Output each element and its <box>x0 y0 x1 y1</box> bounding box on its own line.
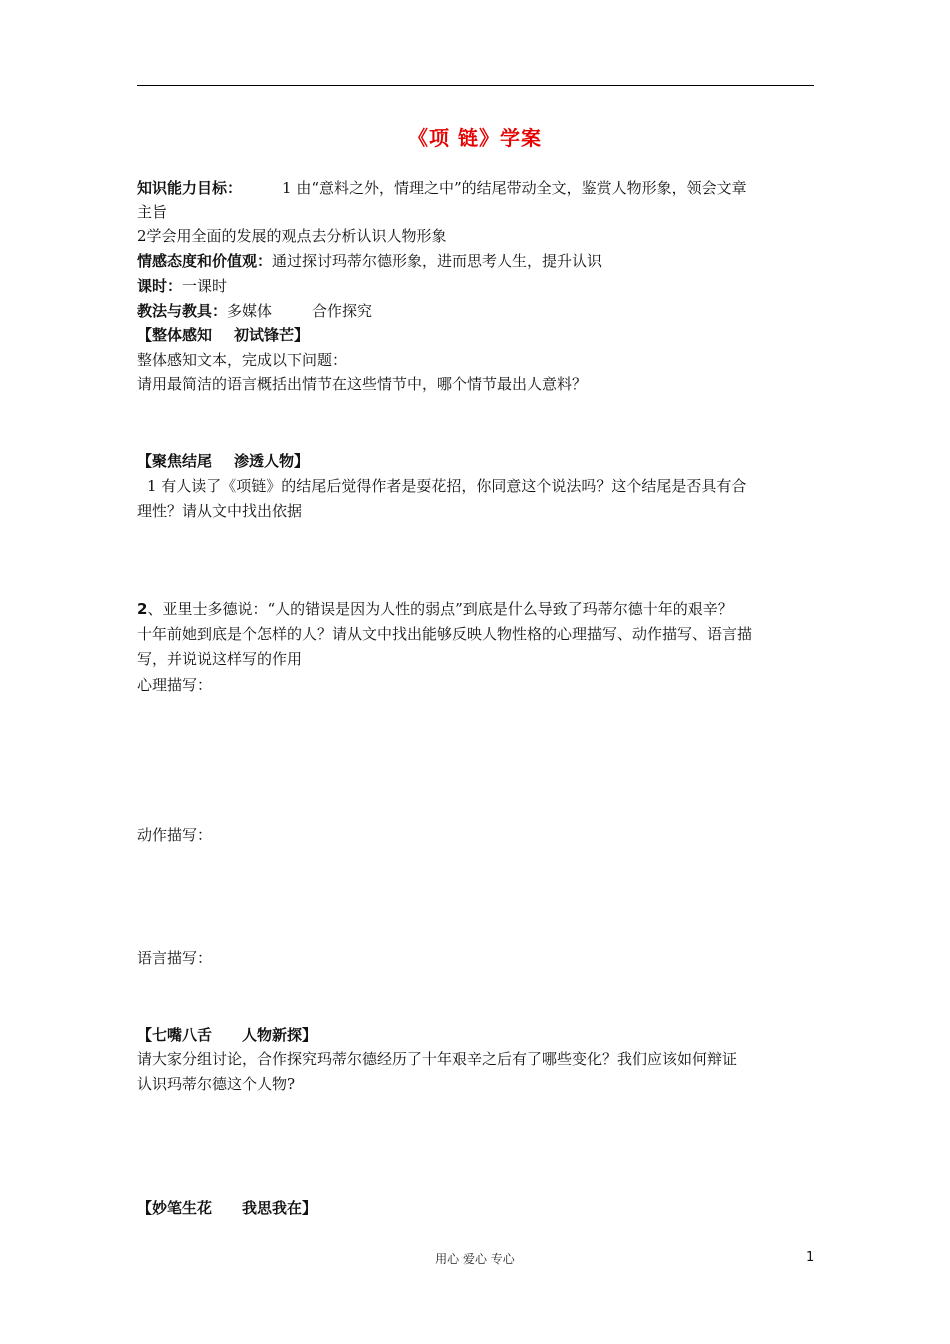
period-label: 课时： <box>137 277 183 295</box>
ending-question-2-line-2: 十年前她到底是个怎样的人？请从文中找出能够反映人物性格的心理描写、动作描写、语言描 <box>137 625 753 643</box>
ending-question-2-line-3: 写，并说说这样写的作用 <box>137 650 303 668</box>
section-heading-discussion <box>137 1023 817 1047</box>
ending-question-2-line-1 <box>137 597 817 621</box>
section-heading-ending-b: 渗透人物】 <box>234 452 310 470</box>
goals-item-2: 2学会用全面的发展的观点去分析认识人物形象 <box>137 227 447 245</box>
values-label: 情感态度和价值观： <box>137 252 273 270</box>
section-heading-ending <box>137 449 817 473</box>
section-heading-writing <box>137 1196 817 1220</box>
section-heading-discussion-a: 【七嘴八舌 <box>137 1026 213 1044</box>
section-heading-writing-a: 【妙笔生花 <box>137 1199 213 1217</box>
page-number: 1 <box>806 1250 815 1265</box>
ending-question-2-text: 、亚里士多德说：“人的错误是因为人性的弱点”到底是什么导致了玛蒂尔德十年的艰辛？ <box>147 600 733 618</box>
period-text: 一课时 <box>182 277 228 295</box>
goals-item-1-cont: 主旨 <box>137 203 168 221</box>
method-text-2: 合作探究 <box>312 302 373 320</box>
section-heading-writing-b: 我思我在】 <box>242 1199 318 1217</box>
method-line <box>137 299 817 323</box>
overview-line-2: 请用最简洁的语言概括出情节在这些情节中，哪个情节最出人意料？ <box>137 375 588 393</box>
period-line <box>137 274 817 298</box>
section-heading-overview <box>137 323 817 347</box>
section-heading-discussion-b: 人物新探】 <box>242 1026 318 1044</box>
footer-motto: 用心 爱心 专心 <box>435 1252 515 1266</box>
section-heading-overview-a: 【整体感知 <box>137 326 213 344</box>
discussion-line-2: 认识玛蒂尔德这个人物? <box>137 1075 296 1093</box>
speech-description-label: 语言描写： <box>137 949 213 967</box>
section-heading-ending-a: 【聚焦结尾 <box>137 452 213 470</box>
section-heading-overview-b: 初试锋芒】 <box>234 326 310 344</box>
goals-line <box>137 176 817 200</box>
ending-question-1-line-1: 1 有人读了《项链》的结尾后觉得作者是耍花招，你同意这个说法吗？这个结尾是否具有合 <box>147 477 747 495</box>
action-description-label: 动作描写： <box>137 826 213 844</box>
page-title: 《项 链》学案 <box>408 126 542 150</box>
values-line <box>137 249 817 273</box>
ending-question-1-line-2: 理性？请从文中找出依据 <box>137 502 303 520</box>
ending-question-2-number: 2 <box>137 600 148 618</box>
psych-description-label: 心理描写： <box>137 676 213 694</box>
overview-line-1: 整体感知文本，完成以下问题： <box>137 351 348 369</box>
goals-item-1: 1 由“意料之外，情理之中”的结尾带动全文，鉴赏人物形象，领会文章 <box>282 179 747 197</box>
top-rule <box>137 85 814 86</box>
values-text: 通过探讨玛蒂尔德形象，进而思考人生，提升认识 <box>272 252 603 270</box>
method-label: 教法与教具： <box>137 302 228 320</box>
goals-label: 知识能力目标： <box>137 179 243 197</box>
discussion-line-1: 请大家分组讨论，合作探究玛蒂尔德经历了十年艰辛之后有了哪些变化？我们应该如何辩证 <box>137 1050 738 1068</box>
method-text-1: 多媒体 <box>227 302 273 320</box>
